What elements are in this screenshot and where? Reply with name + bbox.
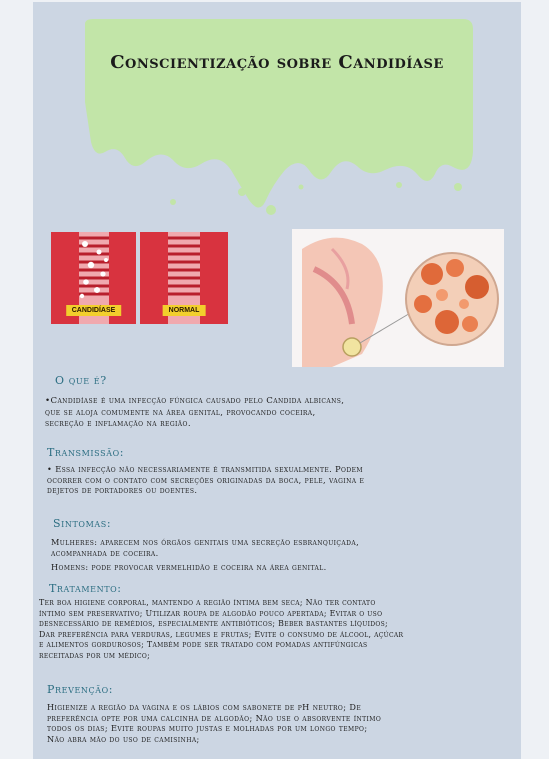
paragraph-sintomas-homens bbox=[51, 562, 327, 573]
heading-sintomas: Sintomas: bbox=[53, 517, 112, 530]
text-line: secreção e inflamação na região. bbox=[45, 419, 191, 429]
text-line: preferência opte por uma calcinha de algodão; Não use o absorvente íntimo bbox=[47, 712, 382, 723]
candidiase-image bbox=[51, 232, 136, 324]
heading-o-que-e: O que é? bbox=[55, 374, 107, 387]
text-line: receitadas por um médico; bbox=[39, 650, 151, 660]
heading-tratamento: Tratamento: bbox=[49, 582, 122, 595]
paragraph-prevencao bbox=[47, 702, 381, 744]
text-line: Homens: pode provocar vermelhidão e coceira na área genital. bbox=[51, 562, 327, 572]
paragraph-transmissao bbox=[47, 464, 364, 496]
text-line: Mulheres: aparecem nos órgãos genitais uma secreção esbranquiçada, bbox=[51, 537, 360, 547]
text-line: desnecessário de remédios, especialmente antibióticos; Beber bastantes líquidos; bbox=[39, 619, 388, 628]
text-line: acompanhada de coceira. bbox=[51, 547, 159, 558]
anatomy-graphic bbox=[292, 229, 504, 367]
normal-image bbox=[140, 232, 228, 324]
text-line: e alimentos gordurosos; Também pode ser tratado com pomadas antifúngicas bbox=[39, 640, 368, 649]
text-line: dejetos de portadores ou doentes. bbox=[47, 485, 198, 495]
paragraph-sintomas-mulheres bbox=[51, 537, 359, 558]
text-line: todos os dias; Evite roupas muito justas e molhadas por um longo tempo; bbox=[47, 723, 368, 733]
text-line: •Candidíase é uma infecção fúngica causado pelo Candida albicans, bbox=[45, 396, 345, 406]
text-line: ocorrer com o contato com secreções originadas da boca, pele, vagina e bbox=[47, 474, 365, 485]
text-line: Não abra mão do uso de camisinha; bbox=[47, 733, 200, 744]
page-title: Conscientização sobre Candidíase bbox=[110, 52, 444, 73]
text-line: Dar preferência para verduras, legumes e frutas; Evite o consumo de álcool, açúcar bbox=[39, 629, 404, 639]
poster bbox=[33, 2, 521, 759]
text-line: Higienize a região da vagina e os lábios com sabonete de pH neutro; De bbox=[47, 702, 362, 712]
text-line: que se aloja comumente na área genital, provocando coceira, bbox=[45, 407, 316, 418]
paragraph-tratamento bbox=[39, 598, 403, 661]
paragraph-o-que-e bbox=[45, 396, 344, 431]
normal-label: NORMAL bbox=[163, 305, 206, 316]
text-line: Ter boa higiene corporal, mantendo a região íntima bem seca; Não ter contato bbox=[39, 598, 376, 607]
text-line: íntimo sem preservativo; Utilizar roupa de algodão pouco apertada; Evitar o uso bbox=[39, 608, 383, 618]
text-line: • Essa infecção não necessariamente é transmitida sexualmente. Podem bbox=[47, 464, 363, 474]
slime-banner bbox=[33, 2, 521, 217]
heading-transmissao: Transmissão: bbox=[47, 446, 125, 459]
candidiase-label: CANDIDÍASE bbox=[66, 305, 122, 316]
heading-prevencao: Prevenção: bbox=[47, 683, 114, 696]
anatomy-illustration bbox=[292, 229, 504, 367]
